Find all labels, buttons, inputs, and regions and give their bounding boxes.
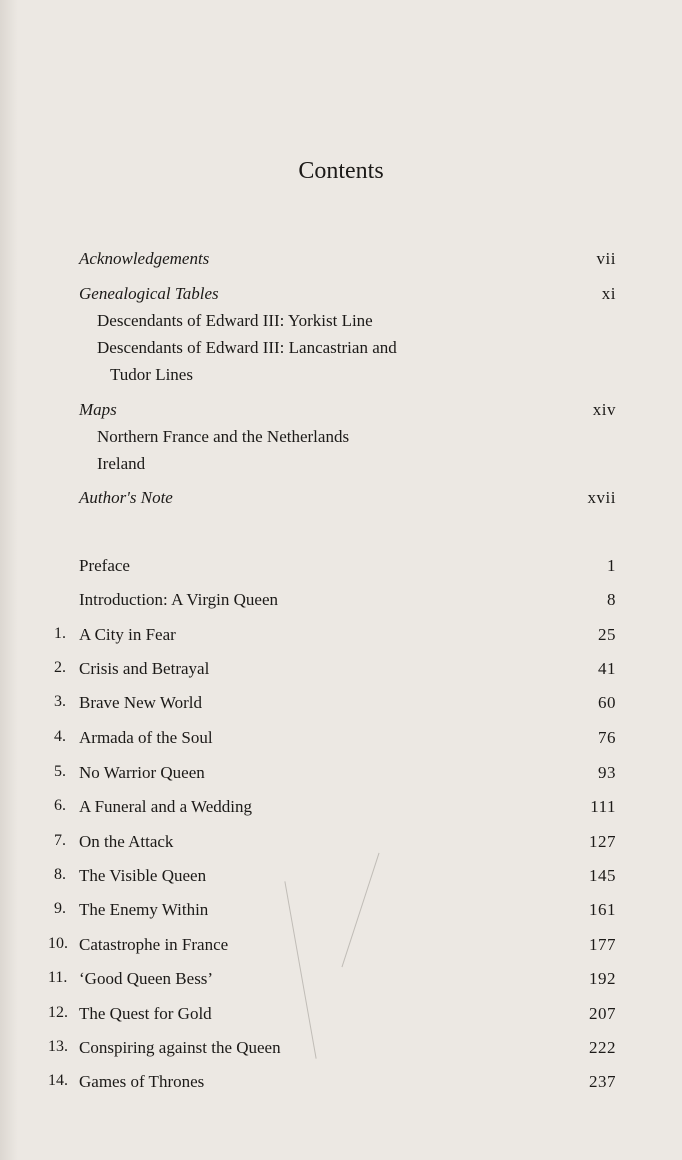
- toc-entry-preface[interactable]: [0, 556, 682, 582]
- chapter-number: 13.: [48, 1038, 68, 1055]
- toc-entry-genealogical-tables[interactable]: [0, 284, 682, 310]
- toc-chapter[interactable]: [0, 693, 682, 719]
- entry-page: 8: [607, 590, 616, 609]
- chapter-title: On the Attack: [79, 832, 174, 851]
- chapter-number: 3.: [54, 693, 66, 710]
- chapter-page: 127: [589, 832, 616, 851]
- chapter-page: 207: [589, 1004, 616, 1023]
- entry-label: Descendants of Edward III: Lancastrian and: [97, 338, 397, 357]
- chapter-page: 222: [589, 1038, 616, 1057]
- chapter-number: 8.: [54, 866, 66, 883]
- chapter-page: 25: [598, 625, 616, 644]
- chapter-page: 192: [589, 969, 616, 988]
- entry-label: Maps: [79, 400, 117, 419]
- entry-label: Ireland: [97, 454, 146, 473]
- toc-subentry-northern-france[interactable]: [0, 427, 682, 453]
- chapter-number: 9.: [54, 900, 66, 917]
- chapter-page: 76: [598, 728, 616, 747]
- toc-subentry-ireland[interactable]: [0, 454, 682, 480]
- toc-chapter[interactable]: [0, 935, 682, 961]
- chapter-number: 10.: [48, 935, 68, 952]
- chapter-number: 7.: [54, 832, 66, 849]
- entry-page: xi: [601, 284, 616, 303]
- entry-label: Preface: [79, 556, 130, 575]
- chapter-number: 4.: [54, 728, 66, 745]
- entry-page: 1: [607, 556, 616, 575]
- chapter-number: 14.: [48, 1072, 68, 1089]
- toc-chapter[interactable]: [0, 1072, 682, 1098]
- toc-subentry-yorkist-line[interactable]: [0, 311, 682, 337]
- chapter-page: 60: [598, 693, 616, 712]
- toc-subentry-tudor-lines[interactable]: [0, 365, 682, 391]
- chapter-number: 5.: [54, 763, 66, 780]
- chapter-title: Crisis and Betrayal: [79, 659, 210, 678]
- chapter-title: The Visible Queen: [79, 866, 207, 885]
- chapter-title: Conspiring against the Queen: [79, 1038, 281, 1057]
- entry-page: xvii: [587, 488, 616, 507]
- chapter-page: 145: [589, 866, 616, 885]
- chapter-number: 2.: [54, 659, 66, 676]
- entry-label: Acknowledgements: [79, 249, 210, 268]
- toc-chapter[interactable]: [0, 900, 682, 926]
- toc-chapter[interactable]: [0, 763, 682, 789]
- toc-chapter[interactable]: [0, 728, 682, 754]
- chapter-title: Catastrophe in France: [79, 935, 229, 954]
- chapter-title: Armada of the Soul: [79, 728, 213, 747]
- toc-chapter[interactable]: [0, 969, 682, 995]
- chapter-page: 237: [589, 1072, 616, 1091]
- chapter-number: 6.: [54, 797, 66, 814]
- chapter-title: Games of Thrones: [79, 1072, 205, 1091]
- chapter-title: Brave New World: [79, 693, 202, 712]
- chapter-number: 12.: [48, 1004, 68, 1021]
- chapter-title: No Warrior Queen: [79, 763, 205, 782]
- chapter-number: 11.: [48, 969, 68, 986]
- entry-label: Introduction: A Virgin Queen: [79, 590, 279, 609]
- chapter-title: ‘Good Queen Bess’: [79, 969, 214, 988]
- toc-entry-introduction[interactable]: [0, 590, 682, 616]
- chapter-page: 111: [590, 797, 616, 816]
- toc-entry-acknowledgements[interactable]: [0, 249, 682, 275]
- toc-chapter[interactable]: [0, 625, 682, 651]
- toc-chapter[interactable]: [0, 659, 682, 685]
- chapter-number: 1.: [54, 625, 66, 642]
- entry-label: Author's Note: [79, 488, 173, 507]
- chapter-page: 161: [589, 900, 616, 919]
- toc-entry-maps[interactable]: [0, 400, 682, 426]
- entry-page: xiv: [592, 400, 616, 419]
- entry-label: Tudor Lines: [110, 365, 193, 384]
- entry-label: Genealogical Tables: [79, 284, 219, 303]
- chapter-page: 177: [589, 935, 616, 954]
- entry-label: Northern France and the Netherlands: [97, 427, 350, 446]
- chapter-page: 93: [598, 763, 616, 782]
- toc-chapter[interactable]: [0, 832, 682, 858]
- toc-chapter[interactable]: [0, 1038, 682, 1064]
- chapter-page: 41: [598, 659, 616, 678]
- entry-label: Descendants of Edward III: Yorkist Line: [97, 311, 373, 330]
- toc-chapter[interactable]: [0, 1004, 682, 1030]
- chapter-title: The Quest for Gold: [79, 1004, 212, 1023]
- toc-subentry-lancastrian[interactable]: [0, 338, 682, 364]
- toc-entry-authors-note[interactable]: [0, 488, 682, 514]
- page-title: Contents: [298, 158, 384, 184]
- toc-chapter[interactable]: [0, 797, 682, 823]
- chapter-title: A Funeral and a Wedding: [79, 797, 253, 816]
- chapter-title: A City in Fear: [79, 625, 176, 644]
- entry-page: vii: [596, 249, 616, 268]
- chapter-title: The Enemy Within: [79, 900, 209, 919]
- toc-chapter[interactable]: [0, 866, 682, 892]
